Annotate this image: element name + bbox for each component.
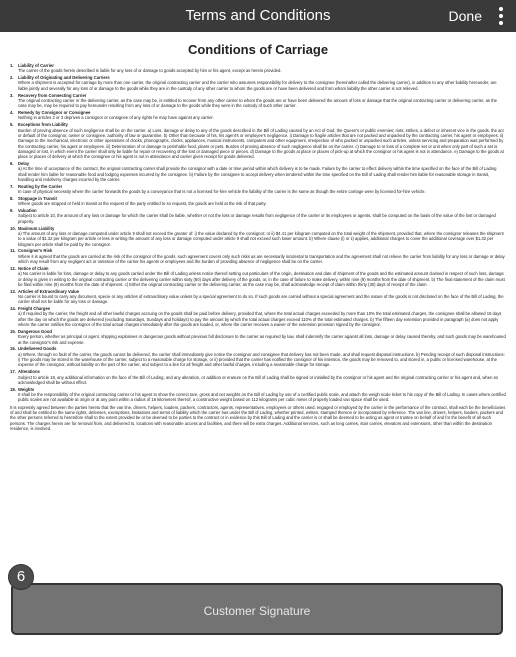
clause-title: Remedy by Consignor or Consignee	[18, 110, 91, 116]
clause-number: 1.	[10, 63, 14, 68]
clause-title: Liability of Originating and Delivering Carriers	[18, 75, 110, 81]
clause-number: 2.	[10, 75, 14, 81]
header-bar	[0, 0, 516, 32]
clause-title: Dangerous Good	[18, 328, 52, 334]
clause-title: Maximum Liability	[18, 225, 55, 231]
clause-number: 7.	[10, 183, 14, 189]
document-title: Conditions of Carriage	[187, 42, 329, 57]
clause-title: Recovery from Connecting Carrier	[18, 92, 87, 98]
clause	[10, 289, 506, 305]
clause-number: 6.	[10, 161, 14, 167]
more-options-icon[interactable]	[496, 7, 506, 25]
clause-title: Freight Charges	[18, 306, 51, 312]
clause-body: a) No carrier is liable for loss, damage or delay to any goods carried under the Bill of Lading unless notice thereof setting out particulars of the origin, destination and date of shipment of the goods and the estimated amount claimed in respect of such loss, damage or delay is given in writing to the original contracting carrier or the delivering carrier within sixty (60) days after delivery of the goods, or, in the case of failure to make delivery, within nine (9) months from the date of shipment. b) The final statement of the claim must be filed within nine (9) months from the date of shipment. c) Either the original contracting carrier or the delivering carrier, as the case may be, shall acknowledge receipt of claim within thirty (30) days of receipt of the claim.	[18, 271, 505, 287]
clause	[10, 329, 506, 345]
clause-number: 17.	[10, 369, 16, 375]
clause-number: 10.	[10, 225, 16, 231]
clause	[10, 387, 506, 403]
clause	[10, 306, 506, 327]
clause-body: Where it is agreed that the goods are carried at the risk of the consignor of the goods, such agreement covers only such risks as are necessarily incidental to transportation and the agreement shall not relieve the carrier from liability for any loss or damage or delay which may result from any negligent act or omission of the carrier his agents or employees and the burden of providing absence of negligence shall be on the carrier.	[18, 253, 505, 265]
clause-title: Consignor's Risk	[18, 248, 53, 254]
clause-body: Subject to article 10, the amount of any loss or damage for which the carrier shall be liable, whether or not the loss or damage results from negligence of the carrier or its employees or agents, shall be computed on the basis of the value of the lost or damaged property.	[18, 213, 496, 224]
clause	[10, 369, 506, 385]
done-button[interactable]: Done	[448, 8, 482, 24]
clause	[10, 208, 506, 224]
clause	[10, 196, 506, 207]
clause-number: 15.	[10, 328, 16, 334]
clause-body: a) If required by the carrier, the freight and all other lawful charges accruing on the goods shall be paid before delivery, provided that, where the total actual charges exceeded by more than 10% the total estimated charges, the consignee shall be allowed 15 days after the day on which the goods are delivered (excluding Saturdays, Sundays and holidays) to pay the amount by which the total actual charges exceed 110% of the total estimated charges. b) The fifteen day extension provided in paragraph (a) does not apply where the carrier notifies the consignor of the total actual charges immediately after the goods are loaded, or, where the carrier receives a waiver of the extension provision signed by the consignor.	[18, 311, 502, 328]
clause-body: Burden of proving absence of such negligence shall be on the carrier. a) Loss, damage or delay to any of the goods described in the Bill of Lading caused by an Act of God, the Queen's or public enemies; riots, strikes, a defect or inherent vice in the goods, the act or default of the consignor, owner or consignee, authority of law or quarantine. b) Other than because of his, his agent's or employee's negligence. i) Damage to fragile articles that are not packed and unpacked by the contracting carrier, his agent or employees. ii) Damage to the mechanical, electronic or other operations of clocks, phonographs, clocks, appliances, musical instruments, computers and other equipment, irrespective of who packed or unpacked such articles, unless servicing and preparation was performed by the contracting carrier, his agent or employees. iii) Deterioration of or damage to perishable food, plants or pets. Burden of proving absence of such negligence shall be on the carrier. c) Damage to or loss of a complete set or unit when only part of such a set is damaged or lost, in which event the carrier shall only be liable for repair or recovering of the lost or damaged piece or pieces. d) Damage to the goods at place or places of pick-up at which the consignor or his agent is not in attendance. e) Damage to the goods at place or places of delivery at which the consignee or his agent is not in attendance and carrier given receipt for goods delivered.	[18, 127, 504, 160]
clause-body: a) At the time of acceptance of the contract, the original contracting carrier shall provide the consignor with a date or time period within which delivery is to be made. Failure by the carrier to effect delivery within the time specified on the face of the Bill of Lading shall render him liable for reasonable food and lodging expenses incurred by the consignee. b) Failure by the consignee to accept delivery when tendered within the time specified on the Bill of Lading shall render him liable for reasonable storage in transit, handling and redelivery charges incurred by the carrier.	[18, 166, 497, 182]
clause-number: 4.	[10, 110, 14, 116]
clause-title: Liability of Carrier	[18, 63, 54, 68]
clause-body: Subject to article 18, any additional information on the face of the Bill of Lading, and any alteration, or addition or erasure on the Bill of Lading shall be signed or initialled by the consignor or his agent and the original contracting carrier or his agent and, when so acknowledged shall be without effect.	[18, 374, 498, 385]
clause	[10, 63, 506, 74]
clause	[10, 122, 506, 159]
clause-body: It shall be the responsibility of the original contracting carrier or his agent to show the correct tare, gross and net weights on the Bill of Lading by use of a certified public scale, and attach the weigh scale ticket to his copy of the Bill of Lading. In cases where certified public scales are not available at origin or at any point within a radius of 16 kilometers thereof, a constructive weight based on 112 kilograms per cubic meter of properly loaded van space shall be used.	[18, 392, 506, 403]
clause-body: a) The amount of any loss or damage computed under article 9 shall not exceed the greater of: i) the value declared by the consignor; or ii) $4.41 per kilogram computed on the total weight of the shipment, provided that, where the consignor releases the shipment to a value of $1.32 per kilogram per article or less in writing the amount of any loss or damage computed under article 9 shall not exceed such lower amount. b) Where clause (i) or ii) applies, additional charges to cover the additional coverage over $1.32 per kilogram per article shall be paid by the consignor.	[18, 230, 504, 247]
clause-number: 9.	[10, 208, 14, 214]
clause-title: Stoppage in Transit	[18, 195, 57, 201]
clause-body: In case of physical necessity where the carrier forwards the goods by a conveyance that is not a licensed for-hire vehicle the liability of the carrier is the same as though the entire carriage were by licensed for-hire vehicle.	[18, 189, 426, 195]
clause-number: 13.	[10, 288, 16, 294]
clause-body: The carrier of the goods herein described is liable for any loss of or damage to goods accepted by him or his agent, except as herein provided.	[18, 68, 282, 74]
clause-number: 11.	[10, 248, 16, 254]
clause-number: 5.	[10, 122, 14, 128]
clause-title: Undelivered Goods	[18, 346, 57, 352]
clause	[10, 226, 506, 247]
clause-number: 14.	[10, 306, 16, 312]
clause-body: Where a shipment is accepted for carriage by more than one carrier, the original contracting carrier and the carrier who assumes responsibility for delivery to the consignee (hereinafter called the delivering carrier), in addition to any other liability hereunder, are liable jointly and severally for any loss of or damage to the goods while they are in the custody of any other carrier to whom the goods are or have been delivered and from whom liability the other carrier is not relieved.	[18, 80, 497, 91]
clause	[10, 110, 506, 121]
clause-body: Nothing in articles 2 or 3 deprives a consignor or consignee of any rights he may have against any carrier.	[18, 115, 214, 121]
clause-body: Every person, whether as principal or agent, shipping explosives or dangerous goods without previous full disclosure to the carrier as required by law, shall indemnify the carrier against all loss, damage or delay caused thereby, and such goods may be warehoused at the consignor's risk and expense.	[18, 334, 506, 345]
document-footer-text: It is expressly agreed between the parties hereto that the van line, drivers, helpers, loaders, packers, contractors, agents, representatives, employees or others used, engaged or employed by the carrier in the performance of the contract, shall each be the beneficiaries of and shall be entitled to the same rights, defenses, exemptions, limitations and terms of liability which the carrier has under the Bill of Lading, whether printed, written, stamped thereon or incorporated by reference. The van line, drivers, helpers, loaders, packers and the other persons referred to heretofore shall to the extent provided be or be deemed to be parties to the contract or in evidence by this Bill of Lading and the carrier is or shall be deemed to be acting as agent or trustee on behalf of and for the benefit of all such persons. The charges herein are for removal from, and delivered to, locations with reasonable access and facilities, and there will be extra charges. Additional services, such as long carries, stair carries, elevators and extensions, other than within the destination residence, is involved.	[10, 404, 506, 431]
step-number-badge: 6	[8, 564, 34, 590]
customer-signature-button[interactable]: Customer Signature	[11, 583, 503, 635]
clause	[10, 266, 506, 287]
clause-title: Alterations	[18, 369, 40, 375]
clause-number: 12.	[10, 265, 16, 271]
clause-title: Weights	[18, 386, 35, 392]
clauses-list	[10, 63, 506, 403]
clause-body: a) Where, through no fault of the carrier, the goods cannot be delivered, the carrier shall immediately give notice the consignor and consignee that delivery has not been made, and shall request disposal instructions. b) Pending receipt of such disposal instructions: i) The goods may be stored in the warehouse of the carrier, subject to a reasonable charge for storage, or ii) provided that the carrier has notified the consignor of his intention, the goods may be removed to, and stored in, a public or licensed warehouse, at the expense of the consignor, without liability on the part of the carrier, and subject to a lien for all freight and other lawful charges, including a reasonable charge for storage.	[18, 351, 505, 368]
clause	[10, 75, 506, 91]
clause	[10, 346, 506, 367]
page-title: Terms and Conditions	[185, 7, 331, 24]
signature-area	[0, 562, 516, 657]
clause-title: Notice of Claim	[18, 265, 49, 271]
clause-number: 18.	[10, 386, 16, 392]
clause	[10, 93, 506, 109]
clause	[10, 161, 506, 182]
clause-number: 8.	[10, 195, 14, 201]
clause-title: Articles of Extraordinary Value	[18, 288, 79, 294]
clause-body: No carrier is bound to carry any document, specie or any articles of extraordinary value unless by a special agreement to do so. If such goods are carried without a special agreement and the nature of the goods is not disclosed on the face of the Bill of Lading, the carrier shall not be liable for any loss or damage.	[18, 294, 504, 305]
terms-document[interactable]	[10, 38, 506, 558]
clause-title: Delay	[18, 161, 30, 167]
clause-title: Exceptions from Liability	[18, 122, 68, 128]
clause-number: 16.	[10, 346, 16, 352]
clause-number: 3.	[10, 92, 14, 98]
clause	[10, 184, 506, 195]
clause-body: The original contracting carrier or the delivering carrier, as the case may be, is entitled to recover from any other carrier to whom the goods are or have been delivered the amount of loss or damage that the original contracting carrier or delivering carrier, as the case may be, may be required to pay hereunder resulting from any loss of or damage to the goods while they were in the custody of such other carrier.	[18, 97, 498, 109]
clause-title: Routing by the Carrier	[18, 183, 63, 189]
clause-title: Valuation	[18, 208, 37, 214]
clause	[10, 248, 506, 264]
clause-body: Where goods are stopped or held in transit at the request of the party entitled to so request, the goods are held at the risk of that party.	[18, 201, 267, 207]
